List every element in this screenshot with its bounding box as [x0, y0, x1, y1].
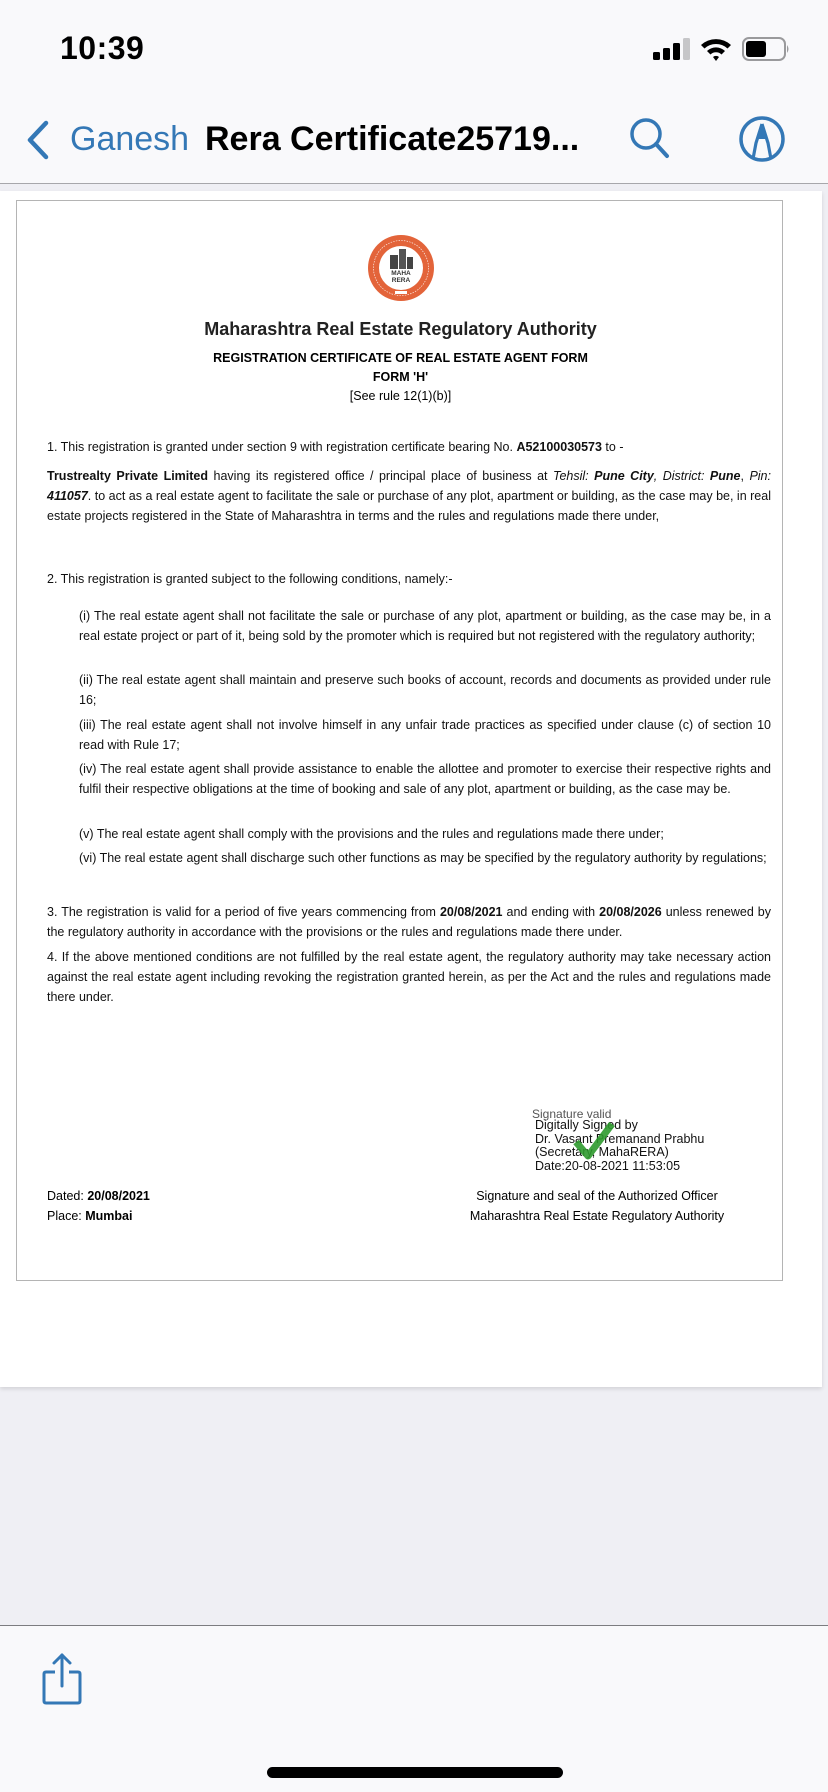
dated-value: 20/08/2021 — [87, 1189, 150, 1203]
grantee-paragraph: Trustrealty Private Limited having its registered office / principal place of business at Tehsil: Pune City, District: Pune, Pin: 411057. to act as a real estate agent to facilitate the sale or purchase of any plot, apartment or building, as the case may be, in real estate projects registered in the State of Maharashtra in terms and the rules and regulations made there under, — [47, 469, 771, 523]
condition-i: (i) The real estate agent shall not facilitate the sale or purchase of any plot, apartment or building, as the case may be, in a real estate project or part of it, being sold by the promoter which is required but not registered with the regulatory authority; — [79, 609, 771, 643]
maharera-logo-icon — [366, 233, 436, 303]
paragraph-1: 1. This registration is granted under section 9 with registration certificate bearing No. A52100030573 to - — [47, 440, 624, 454]
rule-reference: [See rule 12(1)(b)] — [349, 389, 452, 403]
tehsil-value: Pune City — [594, 469, 654, 483]
condition-iv: (iv) The real estate agent shall provide assistance to enable the allottee and promoter to exercise their respective rights and fulfil their respective obligations at the time of booking and sale of any plot, apartment or building, as the case may be. — [79, 762, 771, 796]
condition-ii: (ii) The real estate agent shall maintain and preserve such books of account, records and documents as provided under rule 16; — [79, 673, 771, 707]
document-title: Rera Certificate25719... — [205, 120, 580, 158]
certificate-frame — [16, 200, 783, 1281]
share-icon[interactable] — [40, 1652, 84, 1706]
battery-icon — [742, 37, 790, 61]
nav-bar — [0, 95, 828, 184]
registration-number: A52100030573 — [516, 440, 602, 454]
valid-from-date: 20/08/2021 — [439, 905, 503, 919]
signature-valid-check-icon — [572, 1118, 616, 1162]
paragraph-3: 3. The registration is valid for a period of five years commencing from 20/08/2021 and ending with 20/08/2026 unless renewed by the regulatory authority in accordance with the provisions or the rules and regulations made there under. — [47, 905, 771, 939]
bottom-toolbar — [0, 1625, 828, 1792]
back-button[interactable]: Ganesh — [70, 120, 190, 158]
chevron-left-icon[interactable] — [24, 119, 52, 161]
pin-value: 411057 — [47, 489, 88, 503]
status-time: 10:39 — [60, 30, 145, 66]
place-line: Place: Mumbai — [47, 1209, 133, 1223]
valid-to-date: 20/08/2026 — [599, 905, 662, 919]
pdf-page[interactable] — [0, 191, 822, 1387]
svg-text:RERA: RERA — [391, 277, 411, 284]
markup-pen-icon[interactable] — [738, 115, 786, 163]
officer-authority-label: Maharashtra Real Estate Regulatory Authority — [469, 1209, 725, 1223]
certificate-title: REGISTRATION CERTIFICATE OF REAL ESTATE AGENT FORM — [213, 351, 588, 365]
dated-line: Dated: 20/08/2021 — [47, 1189, 150, 1203]
signature-status: Signature valid — [532, 1107, 612, 1121]
status-bar — [0, 0, 828, 95]
form-label: FORM 'H' — [372, 370, 429, 384]
search-icon[interactable] — [626, 115, 674, 163]
digital-signature-block[interactable]: Digitally Signed by Dr. Vasant Premanand Prabhu (Secretary, MahaRERA) Date:20-08-2021 11:53:05 — [535, 1118, 705, 1173]
officer-signature-label: Signature and seal of the Authorized Officer — [476, 1189, 718, 1203]
place-value: Mumbai — [85, 1209, 133, 1223]
condition-vi: (vi) The real estate agent shall discharge such other functions as may be specified by the regulatory authority by regulations; — [79, 851, 767, 865]
org-name: Maharashtra Real Estate Regulatory Authority — [204, 319, 597, 339]
condition-iii: (iii) The real estate agent shall not involve himself in any unfair trade practices as specified under clause (c) of section 10 read with Rule 17; — [79, 718, 771, 752]
grantee-name: Trustrealty Private Limited — [47, 469, 209, 483]
condition-v: (v) The real estate agent shall comply with the provisions and the rules and regulations made there under; — [79, 827, 664, 841]
cellular-signal-icon — [653, 38, 693, 60]
home-indicator[interactable] — [267, 1767, 563, 1778]
paragraph-2: 2. This registration is granted subject to the following conditions, namely:- — [47, 572, 453, 586]
district-value: Pune — [709, 469, 741, 483]
wifi-icon — [699, 36, 733, 62]
paragraph-4: 4. If the above mentioned conditions are not fulfilled by the real estate agent, the regulatory authority may take necessary action against the real estate agent including revoking the registration granted herein, as per the Act and the rules and regulations made there under. — [47, 950, 771, 1004]
svg-text:MAHA: MAHA — [391, 270, 411, 277]
